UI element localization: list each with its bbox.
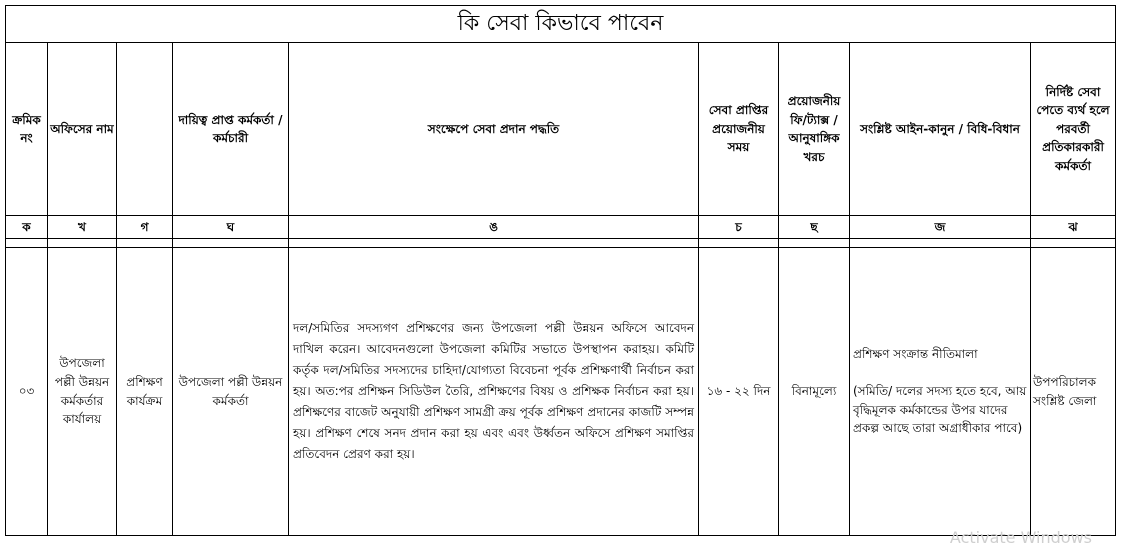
citizen-charter-table <box>5 5 1116 536</box>
method-cell: দল/সমিতির সদস্যগণ প্রশিক্ষণের জন্য উপজেলা পল্লী উন্নয়ন অফিসে আবেদন দাখিল করেন। আবেদনগুলো উপজেলা কমিটির সভাতে উপস্থাপন করাহয়। কমিটি কর্তৃক দল/সমিতির সদস্যদের চাহিদা/যোগ্যতা বিবেচনা পূর্বক প্রশিক্ষণার্থী নির্বাচন করা হয়। অত:পর প্রশিক্ষন সিডিউল তৈরি, প্রশিক্ষণের বিষয় ও প্রশিক্ষক নির্বাচন করা হয়। প্রশিক্ষণের বাজেট অনুযায়ী প্রশিক্ষণ সামগ্রী ক্রয় পূর্বক প্রশিক্ষণ প্রদানের কাজটি সম্পন্ন হয়। প্রশিক্ষণ শেষে সনদ প্রদান করা হয় এবং এবং উর্ধ্বতন অফিসে প্রশিক্ষণ সমাপ্তির প্রতিবেদন প্রেরণ করা হয়। <box>289 248 699 536</box>
officer-cell: উপজেলা পল্লী উন্নয়ন কর্মকর্তা <box>173 248 289 536</box>
spacer-cell <box>779 239 850 248</box>
spacer-cell <box>1031 239 1116 248</box>
table-title: কি সেবা কিভাবে পাবেন <box>6 6 1116 43</box>
redress-cell: উপপরিচালক সংশ্লিষ্ট জেলা <box>1031 248 1116 536</box>
header-fee: প্রয়োজনীয় ফি/ট্যাক্স / আনুষাঙ্গিক খরচ <box>779 43 850 216</box>
header-office: অফিসের নাম <box>48 43 117 216</box>
letter-cell: ছ <box>779 216 850 239</box>
header-law: সংশ্লিষ্ট আইন-কানুন / বিধি-বিধান <box>850 43 1031 216</box>
law-title: প্রশিক্ষণ সংক্রান্ত নীতিমালা <box>853 347 978 362</box>
service-cell: প্রশিক্ষণ কার্যক্রম <box>117 248 173 536</box>
serial-cell: ০৩ <box>6 248 48 536</box>
spacer-cell <box>6 239 48 248</box>
law-detail: (সমিতি/ দলের সদস্য হতে হবে, আয় বৃদ্ধিমূলক কর্মকান্ডের উপর যাদের প্রকল্প আছে তারা অগ্রাধীকার পাবে) <box>853 384 1027 436</box>
law-cell <box>850 248 1031 536</box>
spacer-cell <box>173 239 289 248</box>
letter-cell: খ <box>48 216 117 239</box>
letter-cell: ঝ <box>1031 216 1116 239</box>
spacer-cell <box>699 239 779 248</box>
letter-cell: ক <box>6 216 48 239</box>
letter-cell: জ <box>850 216 1031 239</box>
letter-cell: ঘ <box>173 216 289 239</box>
header-serial: ক্রমিক নং <box>6 43 48 216</box>
letter-cell: গ <box>117 216 173 239</box>
header-officer: দায়িত্ব প্রাপ্ত কর্মকর্তা / কর্মচারী <box>173 43 289 216</box>
letter-cell: চ <box>699 216 779 239</box>
table-row <box>6 248 1116 536</box>
fee-cell: বিনামূল্যে <box>779 248 850 536</box>
spacer-cell <box>289 239 699 248</box>
header-method: সংক্ষেপে সেবা প্রদান পদ্ধতি <box>289 43 699 216</box>
header-service <box>117 43 173 216</box>
header-time: সেবা প্রাপ্তির প্রয়োজনীয় সময় <box>699 43 779 216</box>
time-cell: ১৬ - ২২ দিন <box>699 248 779 536</box>
office-cell: উপজেলা পল্লী উন্নয়ন কর্মকর্তার কার্যালয় <box>48 248 117 536</box>
spacer-cell <box>850 239 1031 248</box>
activate-windows-watermark: Activate Windows <box>949 528 1092 547</box>
spacer-cell <box>117 239 173 248</box>
header-redress: নির্দিষ্ট সেবা পেতে ব্যর্থ হলে পরবর্তী প্রতিকারকারী কর্মকর্তা <box>1031 43 1116 216</box>
spacer-cell <box>48 239 117 248</box>
letter-cell: ঙ <box>289 216 699 239</box>
